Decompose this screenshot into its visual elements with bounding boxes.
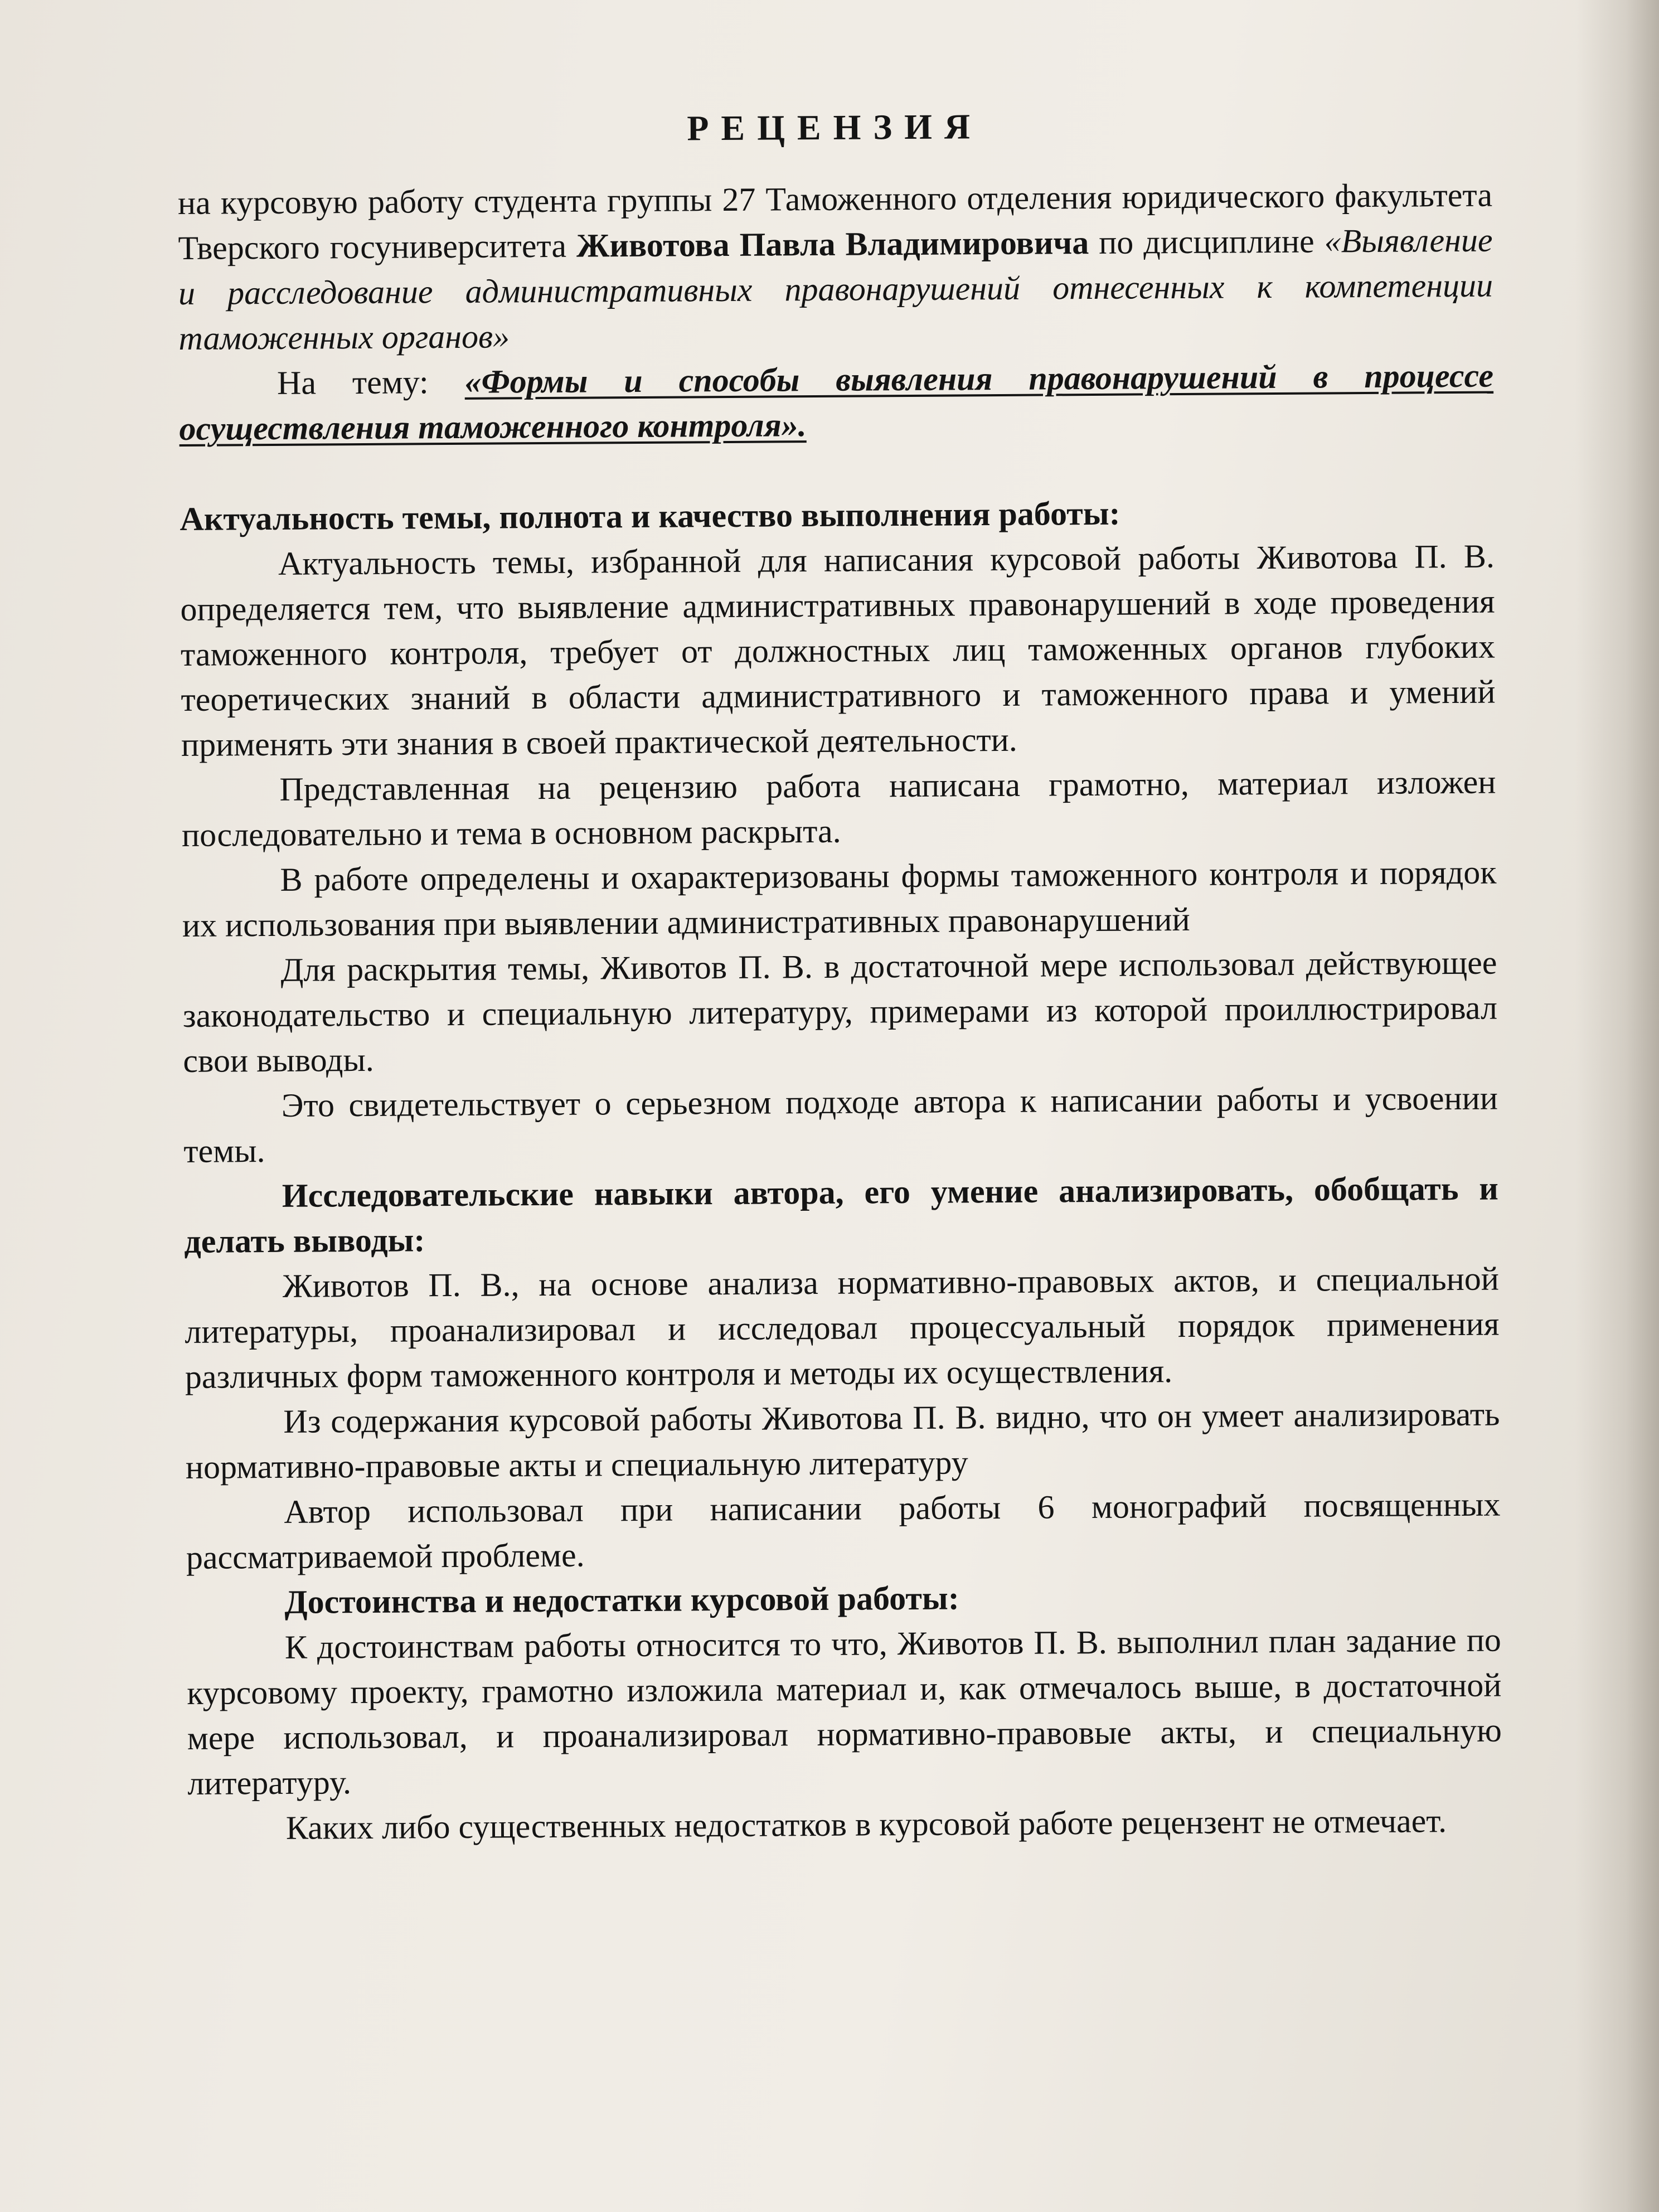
section2-heading: Исследовательские навыки автора, его умение анализировать, обобщать и делать выводы: xyxy=(184,1170,1499,1260)
topic-prefix: На тему: xyxy=(276,363,465,401)
page-edge-shadow xyxy=(1575,0,1659,2212)
section1-paragraph: Представленная на рецензию работа написана грамотно, материал изложен последовательно и тема в основном раскрыта. xyxy=(181,763,1496,853)
spacer xyxy=(180,444,1494,497)
section1-paragraph: Для раскрытия темы, Животов П. В. в достаточной мере использовал действующее законодательство и специальную литературу, примерами из которой проиллюстрировал свои выводы. xyxy=(182,944,1498,1079)
intro-paragraph xyxy=(178,173,1493,361)
section2-paragraph: Животов П. В., на основе анализа нормативно-правовых актов, и специальной литературы, проанализировал и исследовал процессуальный порядок применения различных форм таможенного контроля и методы их осуществления. xyxy=(185,1260,1500,1395)
section1-paragraph: Это свидетельствует о серьезном подходе автора к написании работы и усвоении темы. xyxy=(183,1079,1498,1170)
review-text xyxy=(177,101,1502,1851)
section2-paragraph: Автор использовал при написании работы 6 монографий посвященных рассматриваемой проблеме. xyxy=(186,1486,1501,1576)
student-name: Животова Павла Владимировича xyxy=(576,224,1089,264)
section1-heading: Актуальность темы, полнота и качество выполнения работы: xyxy=(180,494,1120,537)
topic-paragraph xyxy=(179,353,1494,452)
discipline-name: «Выявление и расследование административных правонарушений отнесенных к компетенции таможенных органов» xyxy=(178,221,1493,357)
section1-paragraph: В работе определены и охарактеризованы формы таможенного контроля и порядок их использования при выявлении административных правонарушений xyxy=(182,853,1497,944)
section2-paragraph: Из содержания курсовой работы Животова П. В. видно, что он умеет анализировать нормативно-правовые акты и специальную литературу xyxy=(185,1395,1500,1486)
section3-paragraph: Каких либо существенных недостатков в курсовой работе рецензент не отмечает. xyxy=(285,1802,1447,1846)
intro-text: на курсовую работу студента группы 27 Таможенного отделения юридического факультета Тверского госуниверситета xyxy=(177,176,1493,266)
section3-heading: Достоинства и недостатки курсовой работы: xyxy=(284,1579,959,1621)
document-title: РЕЦЕНЗИЯ xyxy=(687,106,983,148)
section1-paragraph: Актуальность темы, избранной для написания курсовой работы Животова П. В. определяется тем, что выявление административных правонарушений в ходе проведения таможенного контроля, требует от должностных лиц таможенных органов глубоких теоретических знаний в области административного и таможенного права и умений применять эти знания в своей практической деятельности. xyxy=(180,537,1496,763)
topic-title: «Формы и способы выявления правонарушений в процессе осуществления таможенного контроля». xyxy=(179,357,1494,447)
section3-paragraph: К достоинствам работы относится то что, Животов П. В. выполнил план задание по курсовому проекту, грамотно изложила материал и, как отмечалось выше, в достаточной мере использовал, и проанализировал нормативно-правовые акты, и специальную литературу. xyxy=(187,1621,1502,1802)
intro-discipline-label: по дисциплине xyxy=(1089,222,1325,261)
